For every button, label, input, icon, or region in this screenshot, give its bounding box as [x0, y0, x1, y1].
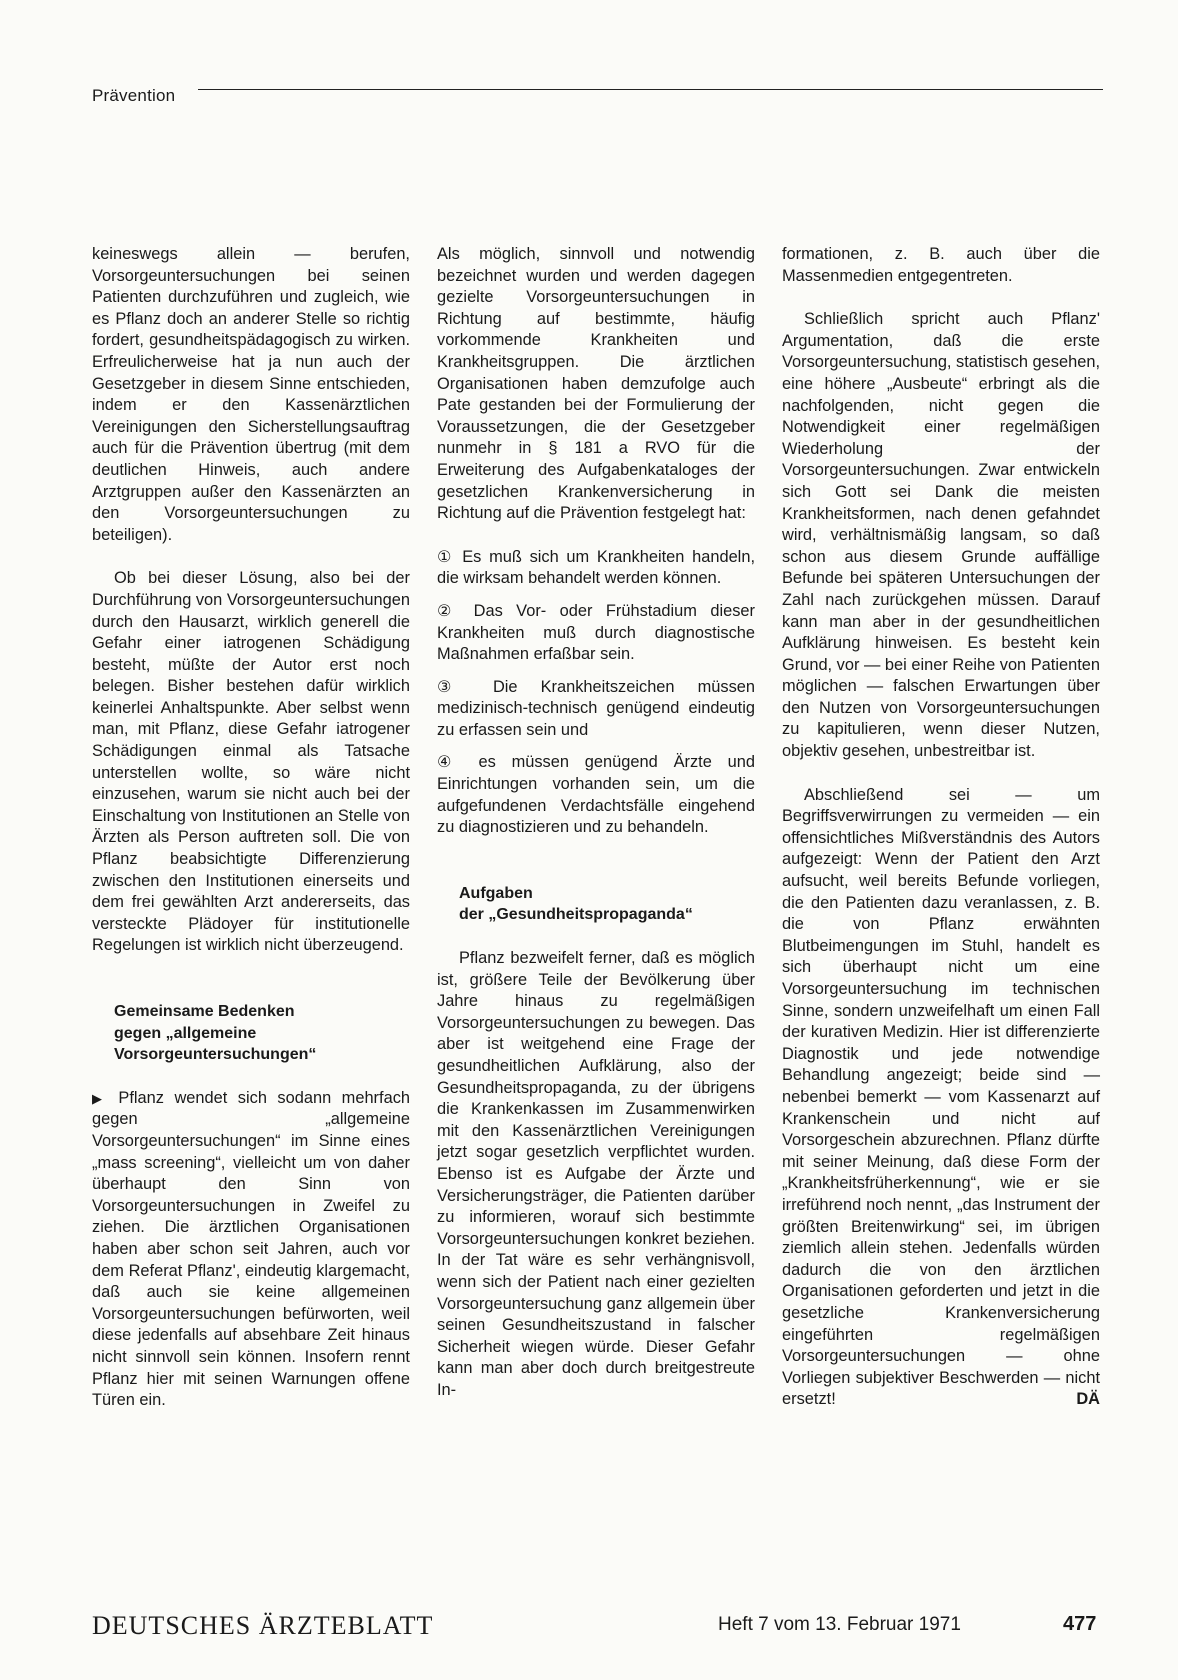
circled-number-icon: ②	[437, 602, 461, 620]
circled-number-icon: ③	[437, 678, 470, 696]
signature: DÄ	[1076, 1390, 1100, 1409]
column-2	[437, 244, 755, 1402]
section-heading: Aufgaben der „Gesundheitspropaganda“	[459, 884, 693, 924]
page-number: 477	[1063, 1613, 1097, 1635]
section-label: Prävention	[92, 86, 176, 105]
paragraph: Als möglich, sinnvoll und notwendig bezeichnet wurden und werden dagegen gezielte Vorsorgeuntersuchungen in Richtung auf bestimmte, häufig vorkommende Krankheiten und Krankheitsgruppen. Die ärztlichen Organisationen haben demzufolge auch Pate gestanden bei der Formulierung der Voraussetzungen, die der Gesetzgeber nunmehr in § 181 a RVO für die Erweiterung des Aufgabenkataloges der gesetzlichen Krankenversicherung in Richtung auf die Prävention festgelegt hat:	[437, 245, 755, 523]
list-item: ② Das Vor- oder Frühstadium dieser Krankheiten muß durch diagnostische Maßnahmen erfaßbar sein.	[437, 601, 756, 664]
paragraph: ▶ Pflanz wendet sich sodann mehrfach gegen „allgemeine Vorsorgeuntersuchungen“ im Sinne eines „mass screening“, vielleicht um von daher überhaupt den Sinn von Vorsorgeuntersuchungen in Zweifel zu ziehen. Die ärztlichen Organisationen haben aber schon seit Jahren, auch vor dem Referat Pflanz', eindeutig klargemacht, daß auch sie keine allgemeinen Vorsorgeuntersuchungen befürworten, weil diese jedenfalls auf absehbare Zeit hinaus nicht sinnvoll sein können. Insofern rennt Pflanz hier mit seinen Warnungen offene Türen ein.	[92, 1088, 410, 1410]
arrow-icon: ▶	[92, 1090, 108, 1106]
column-3	[782, 244, 1100, 1411]
list-item: ① Es muß sich um Krankheiten handeln, die wirksam behandelt werden können.	[437, 547, 755, 588]
circled-number-icon: ④	[437, 754, 463, 772]
column-1	[92, 244, 410, 1412]
paragraph: Pflanz bezweifelt ferner, daß es möglich ist, größere Teile der Bevölkerung über Jahre hinaus zu regelmäßigen Vorsorgeuntersuchungen zu bewegen. Das aber ist weitgehend eine Frage der gesundheitlichen Aufklärung, also der Gesundheitspropaganda, zu der übrigens die Krankenkassen im Zusammenwirken mit den Kassenärztlichen Vereinigungen jetzt sogar gesetzlich verpflichtet wurden. Ebenso ist es Aufgabe der Ärzte und Versicherungsträger, die Patienten darüber zu informieren, worauf sich bestimmte Vorsorgeuntersuchungen konkret beziehen. In der Tat wäre es sehr verhängnisvoll, wenn sich der Patient nach einer gezielten Vorsorgeuntersuchung ganz allgemein über seinen Gesundheitszustand in falscher Sicherheit wiegen würde. Dieser Gefahr kann man aber doch durch breitgestreute In-	[437, 949, 755, 1399]
issue-info: Heft 7 vom 13. Februar 1971	[718, 1614, 961, 1635]
circled-number-icon: ①	[437, 548, 455, 566]
paragraph: Schließlich spricht auch Pflanz' Argumentation, daß die erste Vorsorgeuntersuchung, statistisch gesehen, eine höhere „Ausbeute“ erbringt als die nachfolgenden, nicht gegen die Notwendigkeit einer regelmäßigen Wiederholung der Vorsorgeuntersuchungen. Zwar entwickeln sich Gott sei Dank die meisten Krankheitsformen, nach denen gefahndet wird, verhältnismäßig langsam, so daß schon aus diesem Grunde auffällige Befunde bei späteren Untersuchungen der Zahl nach zurückgehen müssen. Darauf kann man aber in der gesundheitlichen Aufklärung hinweisen. Es besteht kein Grund, vor — bei einer Reihe von Patienten möglichen — falschen Erwartungen über den Nutzen von Vorsorgeuntersuchungen zu kapitulieren, wenn dieser Nutzen, objektiv gesehen, unbestreitbar ist.	[782, 310, 1100, 761]
paragraph: formationen, z. B. auch über die Massenmedien entgegentreten.	[782, 245, 1100, 285]
section-heading: Gemeinsame Bedenken gegen „allgemeine Vorsorgeuntersuchungen“	[114, 1003, 317, 1064]
list-item: ④ es müssen genügend Ärzte und Einrichtungen vorhanden sein, um die aufgefundenen Verdachtsfälle eingehend zu diagnostizieren und zu behandeln.	[437, 753, 755, 837]
paragraph: Ob bei dieser Lösung, also bei der Durchführung von Vorsorgeuntersuchungen durch den Hausarzt, wirklich generell die Gefahr einer iatrogenen Schädigung besteht, müßte der Autor erst noch belegen. Bisher bestehen dafür wirklich keinerlei Anhaltspunkte. Aber selbst wenn man, mit Pflanz, diese Gefahr iatrogener Schädigungen einmal als Tatsache unterstellen wollte, so wäre nicht einzusehen, warum sie nicht auch bei der Einschaltung von Institutionen an Stelle von Ärzten als Person auftreten soll. Die von Pflanz beabsichtigte Differenzierung zwischen den Institutionen einerseits und dem frei gewählten Arzt andererseits, das versteckte Plädoyer für institutionelle Regelungen ist wirklich nicht überzeugend.	[92, 569, 411, 955]
paragraph: keineswegs allein — berufen, Vorsorgeuntersuchungen bei seinen Patienten durchzuführen und zugleich, wie es Pflanz doch an anderer Stelle so richtig fordert, gesundheitspädagogisch zu wirken. Erfreulicherweise hat ja nun auch der Gesetzgeber in diesem Sinne entschieden, indem er den Kassenärztlichen Vereinigungen den Sicherstellungsauftrag auch für die Prävention übertrug (mit dem deutlichen Hinweis, auch andere Arztgruppen außer den Kassenärzten an den Vorsorgeuntersuchungen zu beteiligen).	[92, 245, 410, 544]
journal-title: DEUTSCHES ÄRZTEBLATT	[92, 1611, 434, 1640]
paragraph: Abschließend sei — um Begriffsverwirrungen zu vermeiden — ein offensichtliches Mißverständnis des Autors aufgezeigt: Wenn der Patient den Arzt aufsucht, weil bereits Befunde vorliegen, die den Patienten dazu veranlassen, z. B. die von Pflanz erwähnten Blutbeimengungen im Stuhl, handelt es sich überhaupt nicht um eine Vorsorgeuntersuchung im technischen Sinne, sondern unzweifelhaft um einen Fall der kurativen Medizin. Hier ist differenzierte Diagnostik und jede notwendige Behandlung angezeigt; beide sind — nebenbei bemerkt — vom Kassenarzt auf Krankenschein und nicht auf Vorsorgeschein abzurechnen. Pflanz dürfte mit seiner Meinung, daß diese Form der „Krankheitsfrüherkennung“, wie er sie irreführend noch nennt, „das Instrument der größten Breitenwirkung“ sei, im übrigen ziemlich allein stehen. Jedenfalls würden dadurch die von den ärztlichen Organisationen geforderten und jetzt in die gesetzliche Krankenversicherung eingeführten regelmäßigen Vorsorgeuntersuchungen — ohne Vorliegen subjektiver Beschwerden — nicht ersetzt! DÄ	[782, 785, 1100, 1411]
header-rule	[198, 89, 1103, 90]
list-item: ③ Die Krankheitszeichen müssen medizinisch-technisch genügend eindeutig zu erfassen sein und	[437, 677, 755, 739]
